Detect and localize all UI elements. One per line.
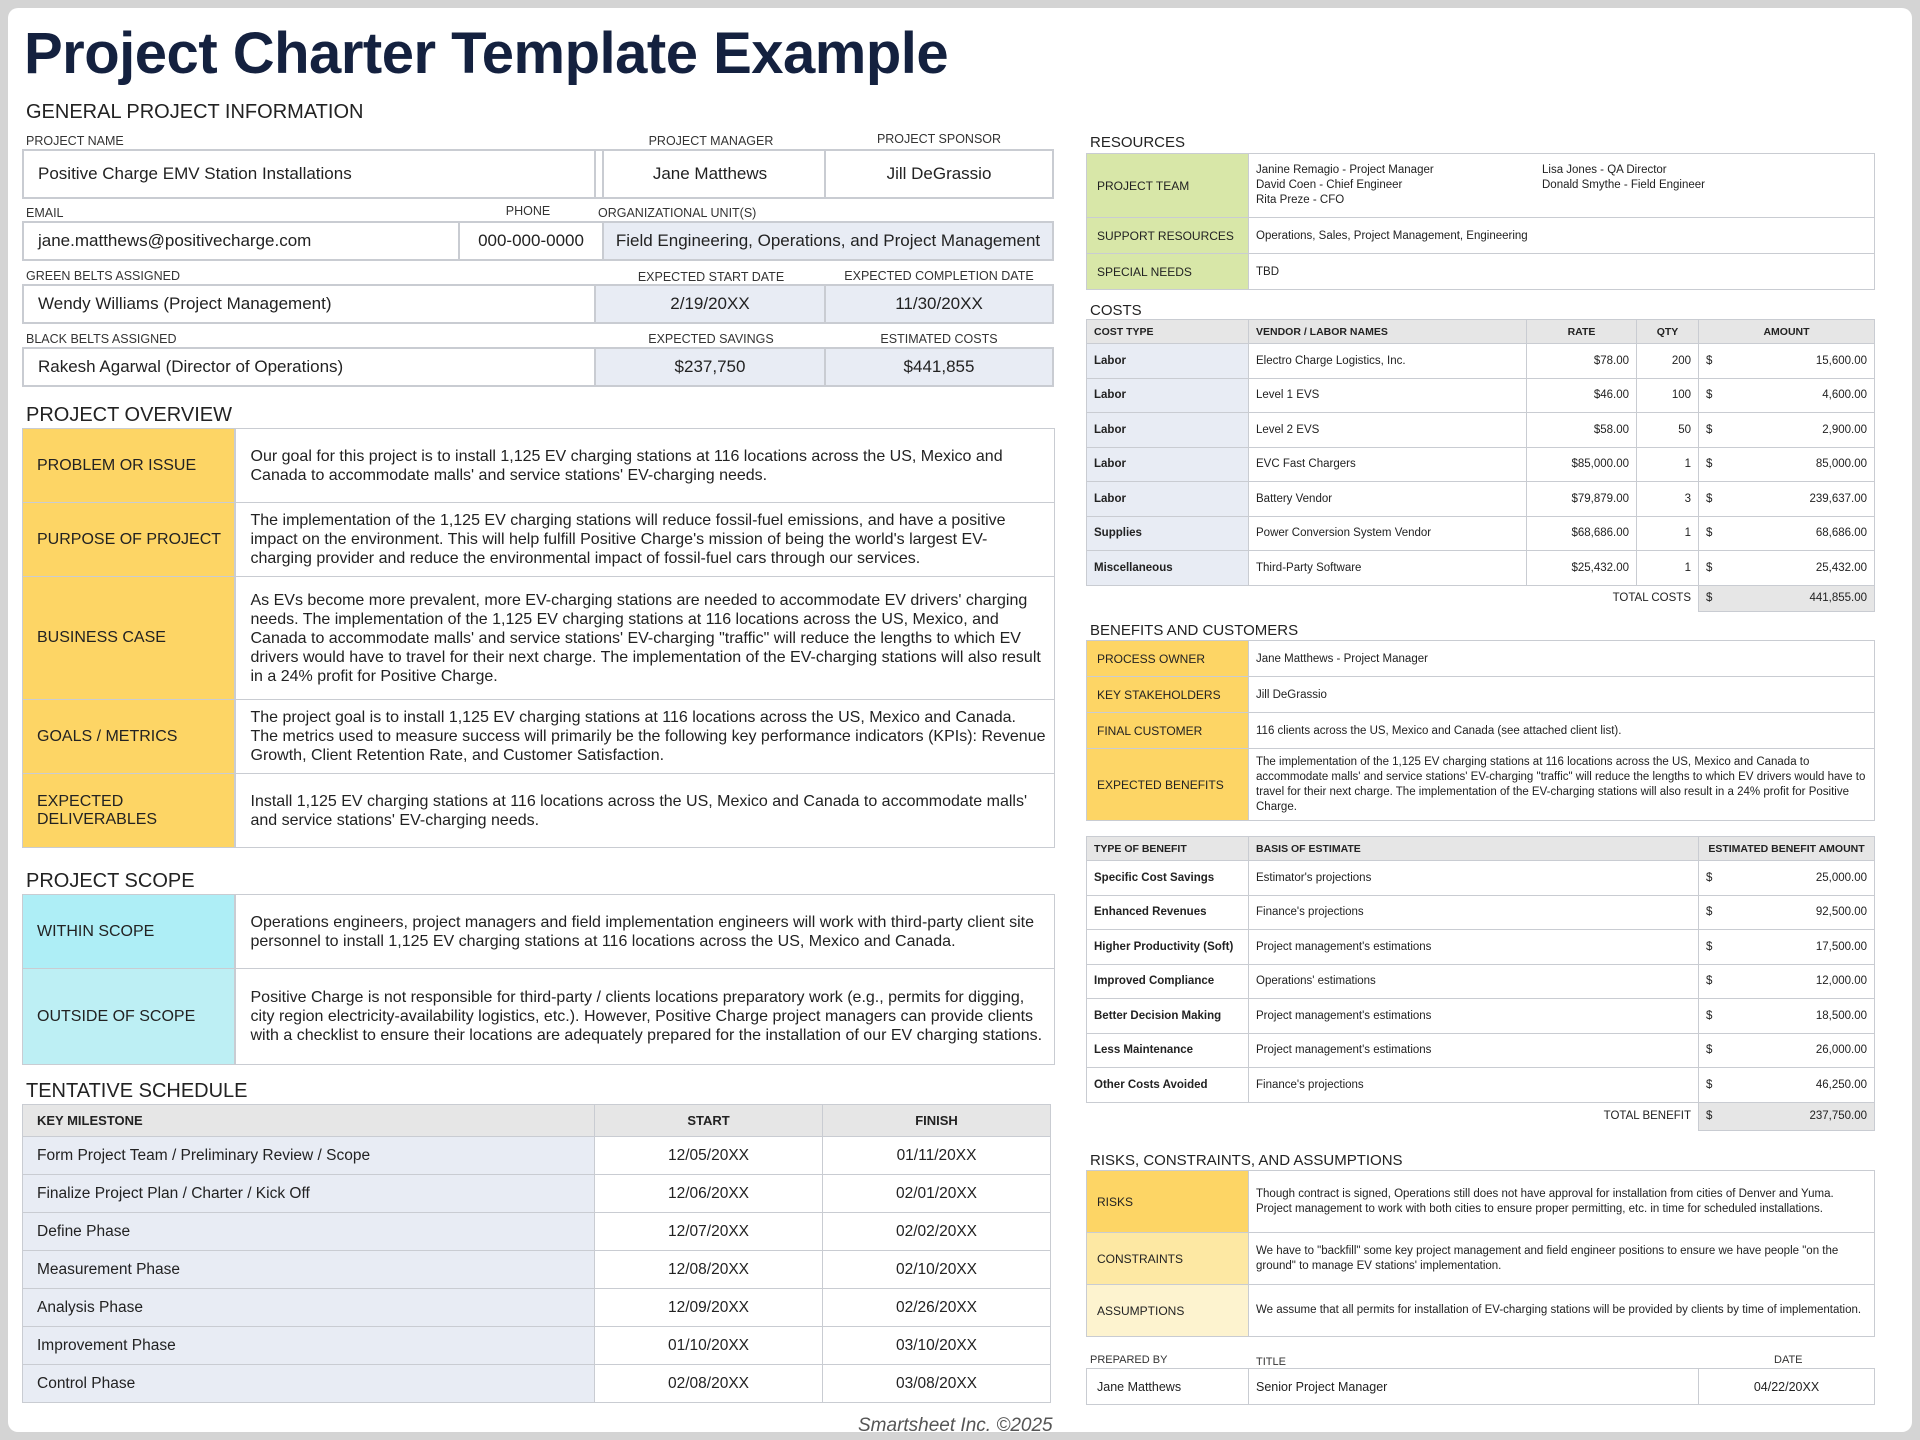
table-row — [1087, 447, 1875, 482]
resource-row-needs — [1087, 254, 1875, 290]
currency-symbol: $ — [1706, 871, 1713, 884]
table-row — [1087, 378, 1875, 413]
currency-symbol: $ — [1706, 492, 1713, 505]
estimated-costs-label: ESTIMATED COSTS — [880, 332, 998, 346]
team-member: Donald Smythe - Field Engineer — [1542, 179, 1705, 191]
outside-scope-text[interactable]: Positive Charge is not responsible for third-party / clients locations preparatory work (e.g., permits for digging, city region electricity-availability logistics, etc.). However, Positive Charge project managers can provide clients with a checklist to ensure their locations are adequately prepared for the installation of our EV charging stations. — [235, 969, 1055, 1065]
benefit-amount-cell[interactable] — [1699, 895, 1875, 930]
benefit-info-row — [1087, 677, 1875, 713]
amount-value: 17,500.00 — [1815, 940, 1867, 953]
currency-symbol: $ — [1706, 1044, 1713, 1057]
rate-cell[interactable]: $79,879.00 — [1527, 482, 1637, 517]
rate-cell[interactable]: $58.00 — [1527, 413, 1637, 448]
cost-type-cell[interactable]: Labor — [1087, 344, 1249, 379]
amount-value: 26,000.00 — [1815, 1044, 1867, 1057]
team-member: Lisa Jones - QA Director — [1542, 164, 1667, 176]
green-belts-label: GREEN BELTS ASSIGNED — [26, 269, 180, 283]
general-heading: GENERAL PROJECT INFORMATION — [26, 101, 364, 123]
overview-text[interactable]: The project goal is to install 1,125 EV charging stations at 116 locations across the US, Mexico and Canada. The metrics used to measure success will primarily be the following key performance indicators (KPIs): Revenue Growth, Client Retention Rate, and Customer Satisfaction. — [235, 700, 1055, 774]
start-cell[interactable]: 12/09/20XX — [595, 1289, 823, 1327]
overview-text[interactable]: As EVs become more prevalent, more EV-charging stations are needed to accommodate EV drivers' charging needs. The implementation of the 1,125 EV charging stations at 116 locations across the US, Mexico, and Canada to accommodate malls' and service stations' EV-charging "traffic" will reduce the lengths to which EV drivers would have to travel for their next charge. The implementation of the EV-charging stations will also result in a 24% profit for Positive Charge. — [235, 577, 1055, 700]
footer-credit: Smartsheet Inc. ©2025 — [858, 1415, 1053, 1436]
resource-row-support — [1087, 218, 1875, 254]
amount-value: 25,432.00 — [1815, 561, 1867, 574]
finish-cell[interactable]: 02/01/20XX — [823, 1175, 1051, 1213]
milestone-cell[interactable]: Analysis Phase — [23, 1289, 595, 1327]
finish-cell[interactable]: 02/10/20XX — [823, 1251, 1051, 1289]
overview-row — [23, 700, 1055, 774]
amount-cell[interactable] — [1699, 447, 1875, 482]
email-field[interactable]: jane.matthews@positivecharge.com — [22, 221, 460, 261]
project-name-field[interactable]: Positive Charge EMV Station Installations — [22, 149, 604, 199]
milestone-cell[interactable]: Measurement Phase — [23, 1251, 595, 1289]
benefits-heading: BENEFITS AND CUSTOMERS — [1090, 622, 1299, 639]
currency-symbol: $ — [1706, 592, 1713, 604]
total-benefit-label: TOTAL BENEFIT — [1603, 1110, 1691, 1123]
finish-cell[interactable]: 01/11/20XX — [823, 1137, 1051, 1175]
qty-cell[interactable]: 100 — [1637, 378, 1699, 413]
col-vendor: VENDOR / LABOR NAMES — [1249, 320, 1527, 344]
currency-symbol: $ — [1706, 1078, 1713, 1091]
benefit-type-cell[interactable]: Improved Compliance — [1087, 964, 1249, 999]
costs-header-row — [1087, 320, 1875, 344]
finish-cell[interactable]: 02/26/20XX — [823, 1289, 1051, 1327]
scope-row-within — [23, 895, 1055, 969]
start-cell[interactable]: 02/08/20XX — [595, 1365, 823, 1403]
date-cell[interactable]: 04/22/20XX — [1699, 1369, 1875, 1405]
process-owner-cell[interactable]: Jane Matthews - Project Manager — [1249, 641, 1875, 677]
benefit-type-cell[interactable]: Enhanced Revenues — [1087, 895, 1249, 930]
expected-benefits-label: EXPECTED BENEFITS — [1087, 749, 1249, 821]
benefit-type-cell[interactable]: Specific Cost Savings — [1087, 861, 1249, 896]
finish-cell[interactable]: 03/10/20XX — [823, 1327, 1051, 1365]
table-row — [1087, 930, 1875, 965]
benefit-amount-cell[interactable] — [1699, 1068, 1875, 1103]
overview-row — [23, 503, 1055, 577]
col-qty: QTY — [1637, 320, 1699, 344]
benefit-amount-cell[interactable] — [1699, 1033, 1875, 1068]
start-cell[interactable]: 12/07/20XX — [595, 1213, 823, 1251]
phone-field[interactable]: 000-000-0000 — [458, 221, 604, 261]
cost-type-cell[interactable]: Supplies — [1087, 516, 1249, 551]
basis-cell[interactable]: Project management's estimations — [1249, 1033, 1699, 1068]
milestone-cell[interactable]: Finalize Project Plan / Charter / Kick Off — [23, 1175, 595, 1213]
page-title: Project Charter Template Example — [24, 21, 949, 86]
risks-label: RISKS — [1087, 1171, 1249, 1233]
special-needs-cell[interactable]: TBD — [1249, 254, 1875, 290]
amount-value: 2,900.00 — [1822, 423, 1867, 436]
benefits-total-row — [1087, 1102, 1875, 1130]
total-benefit-value: 237,750.00 — [1809, 1110, 1867, 1122]
table-row — [1087, 895, 1875, 930]
project-manager-label: PROJECT MANAGER — [648, 134, 774, 148]
currency-symbol: $ — [1706, 458, 1713, 471]
cost-type-cell[interactable]: Labor — [1087, 447, 1249, 482]
table-row — [1087, 516, 1875, 551]
table-row — [23, 1289, 1051, 1327]
benefits-info-table — [1086, 640, 1875, 821]
key-stakeholders-label: KEY STAKEHOLDERS — [1087, 677, 1249, 713]
col-amount: AMOUNT — [1699, 320, 1875, 344]
table-row — [23, 1251, 1051, 1289]
finish-cell[interactable]: 03/08/20XX — [823, 1365, 1051, 1403]
cost-type-cell[interactable]: Labor — [1087, 413, 1249, 448]
outside-scope-label: OUTSIDE OF SCOPE — [23, 969, 235, 1065]
amount-value: 15,600.00 — [1815, 354, 1867, 367]
currency-symbol: $ — [1706, 975, 1713, 988]
total-costs-label: TOTAL COSTS — [1612, 592, 1691, 605]
support-resources-label: SUPPORT RESOURCES — [1087, 218, 1249, 254]
finish-cell[interactable]: 02/02/20XX — [823, 1213, 1051, 1251]
qty-cell[interactable]: 200 — [1637, 344, 1699, 379]
overview-heading: PROJECT OVERVIEW — [26, 404, 232, 426]
basis-cell[interactable]: Project management's estimations — [1249, 999, 1699, 1034]
overview-label: EXPECTED DELIVERABLES — [23, 774, 235, 848]
benefits-table — [1086, 836, 1875, 1131]
table-row — [1087, 344, 1875, 379]
col-estimated-benefit: ESTIMATED BENEFIT AMOUNT — [1699, 837, 1875, 861]
col-key-milestone: KEY MILESTONE — [23, 1105, 595, 1137]
table-row — [1087, 482, 1875, 517]
milestone-cell[interactable]: Define Phase — [23, 1213, 595, 1251]
vendor-cell[interactable]: Electro Charge Logistics, Inc. — [1249, 344, 1527, 379]
benefit-info-row — [1087, 713, 1875, 749]
basis-cell[interactable]: Finance's projections — [1249, 1068, 1699, 1103]
final-customer-label: FINAL CUSTOMER — [1087, 713, 1249, 749]
table-row — [1087, 1033, 1875, 1068]
currency-symbol: $ — [1706, 1110, 1713, 1122]
key-stakeholders-cell[interactable]: Jill DeGrassio — [1249, 677, 1875, 713]
overview-row — [23, 429, 1055, 503]
table-row — [23, 1175, 1051, 1213]
green-belts-field[interactable]: Wendy Williams (Project Management) — [22, 284, 604, 324]
estimated-costs-field[interactable]: $441,855 — [824, 347, 1054, 387]
final-customer-cell[interactable]: 116 clients across the US, Mexico and Canada (see attached client list). — [1249, 713, 1875, 749]
org-label: ORGANIZATIONAL UNIT(S) — [598, 206, 757, 220]
milestone-cell[interactable]: Form Project Team / Preliminary Review / Scope — [23, 1137, 595, 1175]
risk-row — [1087, 1171, 1875, 1233]
milestone-cell[interactable]: Control Phase — [23, 1365, 595, 1403]
start-date-label: EXPECTED START DATE — [637, 270, 785, 284]
qty-cell[interactable]: 3 — [1637, 482, 1699, 517]
support-resources-cell[interactable]: Operations, Sales, Project Management, Engineering — [1249, 218, 1875, 254]
benefit-type-cell[interactable]: Other Costs Avoided — [1087, 1068, 1249, 1103]
assumptions-cell[interactable]: We assume that all permits for installation of EV-charging stations will be provided by clients by time of implementation. — [1249, 1285, 1875, 1337]
black-belts-label: BLACK BELTS ASSIGNED — [26, 332, 177, 346]
benefits-header-row — [1087, 837, 1875, 861]
phone-label: PHONE — [505, 204, 551, 218]
team-col-1 — [1256, 163, 1542, 208]
vendor-cell[interactable]: Power Conversion System Vendor — [1249, 516, 1527, 551]
start-cell[interactable]: 12/05/20XX — [595, 1137, 823, 1175]
overview-text[interactable]: The implementation of the 1,125 EV charging stations will reduce fossil-fuel emissions, and have a positive impact on the environment. This will help fulfill Positive Charge's mission of being the world's largest EV-charging provider and reduce the environmental impact of fossil-fuel cars through our services. — [235, 503, 1055, 577]
col-basis-of-estimate: BASIS OF ESTIMATE — [1249, 837, 1699, 861]
total-costs-cell[interactable] — [1699, 585, 1875, 611]
amount-cell[interactable] — [1699, 551, 1875, 586]
cost-type-cell[interactable]: Miscellaneous — [1087, 551, 1249, 586]
amount-value: 25,000.00 — [1815, 871, 1867, 884]
benefit-type-cell[interactable]: Less Maintenance — [1087, 1033, 1249, 1068]
amount-cell[interactable] — [1699, 344, 1875, 379]
process-owner-label: PROCESS OWNER — [1087, 641, 1249, 677]
basis-cell[interactable]: Operations' estimations — [1249, 964, 1699, 999]
overview-text[interactable]: Install 1,125 EV charging stations at 116 locations across the US, Mexico and Canada to accommodate malls' and service stations' EV-charging needs. — [235, 774, 1055, 848]
col-cost-type: COST TYPE — [1087, 320, 1249, 344]
rate-cell[interactable]: $78.00 — [1527, 344, 1637, 379]
risks-table — [1086, 1170, 1875, 1337]
schedule-heading: TENTATIVE SCHEDULE — [26, 1080, 248, 1102]
basis-cell[interactable]: Project management's estimations — [1249, 930, 1699, 965]
schedule-table — [22, 1104, 1051, 1403]
amount-value: 4,600.00 — [1822, 389, 1867, 402]
col-finish: FINISH — [823, 1105, 1051, 1137]
total-benefit-cell[interactable] — [1699, 1102, 1875, 1130]
special-needs-label: SPECIAL NEEDS — [1087, 254, 1249, 290]
vendor-cell[interactable]: Third-Party Software — [1249, 551, 1527, 586]
start-cell[interactable]: 12/08/20XX — [595, 1251, 823, 1289]
risks-cell[interactable]: Though contract is signed, Operations still does not have approval for installation from cities of Denver and Yuma. Project management to work with both cities to ensure proper permitting, etc. in time for scheduled installations. — [1249, 1171, 1875, 1233]
start-date-field[interactable]: 2/19/20XX — [594, 284, 826, 324]
amount-value: 68,686.00 — [1815, 527, 1867, 540]
table-row — [1087, 964, 1875, 999]
team-col-2 — [1542, 163, 1705, 208]
table-row — [1087, 551, 1875, 586]
vendor-cell[interactable]: Level 1 EVS — [1249, 378, 1527, 413]
expected-savings-field[interactable]: $237,750 — [594, 347, 826, 387]
overview-label: BUSINESS CASE — [23, 577, 235, 700]
scope-table — [22, 894, 1055, 1065]
col-start: START — [595, 1105, 823, 1137]
col-rate: RATE — [1527, 320, 1637, 344]
qty-cell[interactable]: 50 — [1637, 413, 1699, 448]
amount-value: 46,250.00 — [1815, 1078, 1867, 1091]
title-label: TITLE — [1256, 1356, 1286, 1368]
scope-heading: PROJECT SCOPE — [26, 870, 195, 892]
risk-row — [1087, 1285, 1875, 1337]
project-sponsor-field[interactable]: Jill DeGrassio — [824, 149, 1054, 199]
start-cell[interactable]: 12/06/20XX — [595, 1175, 823, 1213]
currency-symbol: $ — [1706, 354, 1713, 367]
rate-cell[interactable]: $25,432.00 — [1527, 551, 1637, 586]
overview-label: PROBLEM OR ISSUE — [23, 429, 235, 503]
costs-heading: COSTS — [1090, 302, 1142, 319]
team-member: David Coen - Chief Engineer — [1256, 179, 1403, 191]
total-costs-value: 441,855.00 — [1809, 592, 1867, 604]
amount-cell[interactable] — [1699, 482, 1875, 517]
table-row — [23, 1213, 1051, 1251]
costs-total-row — [1087, 585, 1875, 611]
qty-cell[interactable]: 1 — [1637, 516, 1699, 551]
assumptions-label: ASSUMPTIONS — [1087, 1285, 1249, 1337]
amount-value: 12,000.00 — [1815, 975, 1867, 988]
table-row — [1087, 861, 1875, 896]
overview-label: PURPOSE OF PROJECT — [23, 503, 235, 577]
overview-row — [23, 774, 1055, 848]
project-sponsor-label: PROJECT SPONSOR — [876, 132, 1002, 146]
signoff-row — [1087, 1369, 1875, 1405]
amount-value: 239,637.00 — [1809, 492, 1867, 505]
table-row — [23, 1365, 1051, 1403]
benefit-amount-cell[interactable] — [1699, 930, 1875, 965]
project-team-label: PROJECT TEAM — [1087, 154, 1249, 218]
date-label: DATE — [1774, 1354, 1803, 1366]
currency-symbol: $ — [1706, 561, 1713, 574]
benefit-info-row — [1087, 641, 1875, 677]
basis-cell[interactable]: Finance's projections — [1249, 895, 1699, 930]
title-cell[interactable]: Senior Project Manager — [1249, 1369, 1699, 1405]
email-label: EMAIL — [26, 206, 64, 220]
vendor-cell[interactable]: Battery Vendor — [1249, 482, 1527, 517]
signoff-table — [1086, 1368, 1875, 1405]
amount-value: 92,500.00 — [1815, 906, 1867, 919]
cost-type-cell[interactable]: Labor — [1087, 482, 1249, 517]
constraints-cell[interactable]: We have to "backfill" some key project management and field engineer positions to ensure we have people "on the ground" to manage EV stations' implementation. — [1249, 1233, 1875, 1285]
amount-cell[interactable] — [1699, 413, 1875, 448]
benefit-amount-cell[interactable] — [1699, 861, 1875, 896]
benefit-amount-cell[interactable] — [1699, 964, 1875, 999]
prepared-by-label: PREPARED BY — [1090, 1354, 1168, 1366]
table-row — [23, 1137, 1051, 1175]
resource-row-team — [1087, 154, 1875, 218]
milestone-cell[interactable]: Improvement Phase — [23, 1327, 595, 1365]
resources-heading: RESOURCES — [1090, 134, 1186, 151]
table-row — [1087, 999, 1875, 1034]
cost-type-cell[interactable]: Labor — [1087, 378, 1249, 413]
vendor-cell[interactable]: EVC Fast Chargers — [1249, 447, 1527, 482]
charter-sheet — [8, 8, 1912, 1436]
table-row — [23, 1327, 1051, 1365]
rate-cell[interactable]: $85,000.00 — [1527, 447, 1637, 482]
start-cell[interactable]: 01/10/20XX — [595, 1327, 823, 1365]
vendor-cell[interactable]: Level 2 EVS — [1249, 413, 1527, 448]
basis-cell[interactable]: Estimator's projections — [1249, 861, 1699, 896]
within-scope-text[interactable]: Operations engineers, project managers and field implementation engineers will work with third-party client site personnel to install 1,125 EV charging stations at 116 locations across the US, Mexico and Canada. — [235, 895, 1055, 969]
overview-row — [23, 577, 1055, 700]
risk-row — [1087, 1233, 1875, 1285]
table-row — [1087, 413, 1875, 448]
currency-symbol: $ — [1706, 423, 1713, 436]
expected-savings-label: EXPECTED SAVINGS — [648, 332, 774, 346]
currency-symbol: $ — [1706, 1009, 1713, 1022]
amount-value: 85,000.00 — [1815, 458, 1867, 471]
project-name-label: PROJECT NAME — [26, 134, 124, 148]
completion-date-label: EXPECTED COMPLETION DATE — [844, 269, 1034, 283]
currency-symbol: $ — [1706, 940, 1713, 953]
team-member: Rita Preze - CFO — [1256, 194, 1345, 206]
amount-cell[interactable] — [1699, 516, 1875, 551]
rate-cell[interactable]: $68,686.00 — [1527, 516, 1637, 551]
benefit-type-cell[interactable]: Better Decision Making — [1087, 999, 1249, 1034]
overview-label: GOALS / METRICS — [23, 700, 235, 774]
project-manager-field[interactable]: Jane Matthews — [594, 149, 826, 199]
schedule-header-row — [23, 1105, 1051, 1137]
prepared-by-cell[interactable]: Jane Matthews — [1087, 1369, 1249, 1405]
risks-heading: RISKS, CONSTRAINTS, AND ASSUMPTIONS — [1090, 1152, 1403, 1169]
team-member: Janine Remagio - Project Manager — [1256, 164, 1434, 176]
org-field[interactable]: Field Engineering, Operations, and Project Management — [602, 221, 1054, 261]
scope-row-outside — [23, 969, 1055, 1065]
qty-cell[interactable]: 1 — [1637, 447, 1699, 482]
costs-table — [1086, 319, 1875, 612]
col-type-of-benefit: TYPE OF BENEFIT — [1087, 837, 1249, 861]
benefit-type-cell[interactable]: Higher Productivity (Soft) — [1087, 930, 1249, 965]
constraints-label: CONSTRAINTS — [1087, 1233, 1249, 1285]
black-belts-field[interactable]: Rakesh Agarwal (Director of Operations) — [22, 347, 604, 387]
amount-value: 18,500.00 — [1815, 1009, 1867, 1022]
rate-cell[interactable]: $46.00 — [1527, 378, 1637, 413]
project-team-cell[interactable] — [1249, 154, 1875, 218]
benefit-info-row — [1087, 749, 1875, 821]
benefit-amount-cell[interactable] — [1699, 999, 1875, 1034]
completion-date-field[interactable]: 11/30/20XX — [824, 284, 1054, 324]
table-row — [1087, 1068, 1875, 1103]
amount-cell[interactable] — [1699, 378, 1875, 413]
resources-table — [1086, 153, 1875, 290]
currency-symbol: $ — [1706, 906, 1713, 919]
overview-text[interactable]: Our goal for this project is to install 1,125 EV charging stations at 116 locations across the US, Mexico and Canada to accommodate malls' and service stations' EV-charging needs. — [235, 429, 1055, 503]
currency-symbol: $ — [1706, 527, 1713, 540]
currency-symbol: $ — [1706, 389, 1713, 402]
qty-cell[interactable]: 1 — [1637, 551, 1699, 586]
overview-table — [22, 428, 1055, 848]
within-scope-label: WITHIN SCOPE — [23, 895, 235, 969]
expected-benefits-cell[interactable]: The implementation of the 1,125 EV charging stations at 116 locations across the US, Mexico and Canada to accommodate malls' and service stations' EV-charging "traffic" will reduce the lengths to which EV drivers would have to travel for their next charge. The implementation of the EV-charging stations will also result in a 24% profit for Positive Charge. — [1249, 749, 1875, 821]
